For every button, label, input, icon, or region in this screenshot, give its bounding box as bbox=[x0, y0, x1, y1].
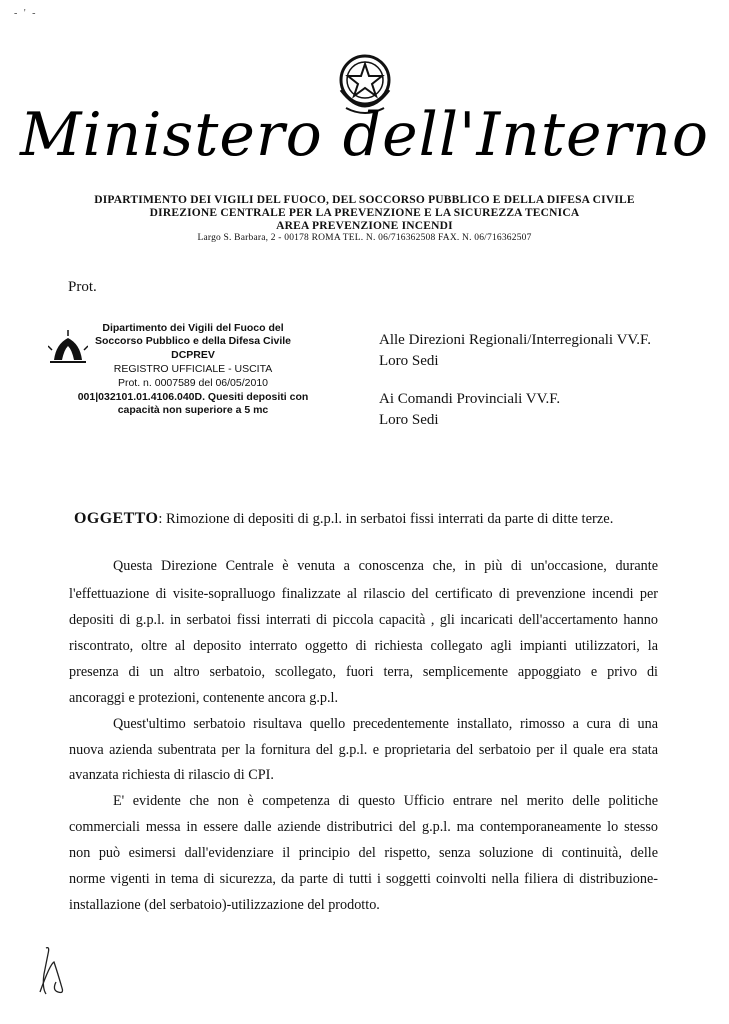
stamp-line: 001|032101.01.4106.040D. Quesiti depositi con bbox=[77, 391, 309, 403]
body-line: l'effettuazione di visite-sopralluogo finalizzate al rilascio del certificato di prevenzione incendi per bbox=[69, 586, 658, 602]
stamp-line: REGISTRO UFFICIALE - USCITA bbox=[113, 363, 273, 375]
corner-mark: - ' - bbox=[14, 8, 38, 19]
body-line: ancoraggi e protezioni, contenente ancora g.p.l. bbox=[69, 690, 339, 706]
ministry-title: Ministero dell'Interno bbox=[20, 100, 709, 170]
subject-label: OGGETTO bbox=[74, 510, 159, 527]
area-line: AREA PREVENZIONE INCENDI bbox=[276, 220, 453, 232]
address-line: Largo S. Barbara, 2 - 00178 ROMA TEL. N. 06/716362508 FAX. N. 06/716362507 bbox=[197, 233, 532, 243]
body-line: Quest'ultimo serbatoio risultava quello precedentemente installato, rimosso a cura di una bbox=[113, 716, 658, 732]
body-line: avanzata richiesta di rilascio di CPI. bbox=[69, 767, 274, 783]
body-line: presenza di un altro serbatoio, scollegato, fuori terra, semplicemente appoggiato e privo di bbox=[69, 664, 658, 680]
body-line: Questa Direzione Centrale è venuta a conoscenza che, in più di un'occasione, durante bbox=[113, 558, 658, 574]
stamp-line: Prot. n. 0007589 del 06/05/2010 bbox=[117, 377, 269, 389]
body-line: commerciali messa in essere dalle aziende distributrici del g.p.l. ma contemporaneamente lo stesso bbox=[69, 819, 658, 835]
body-line: E' evidente che non è competenza di questo Ufficio entrare nel merito delle politiche bbox=[113, 793, 658, 809]
subject-text: : Rimozione di depositi di g.p.l. in serbatoi fissi interrati da parte di ditte terze. bbox=[158, 511, 614, 527]
department-line: DIPARTIMENTO DEI VIGILI DEL FUOCO, DEL SOCCORSO PUBBLICO E DELLA DIFESA CIVILE bbox=[94, 194, 635, 206]
body-line: installazione (del serbatoio)-utilizzazione del prodotto. bbox=[69, 897, 380, 913]
body-line: riscontrato, oltre al deposito interrato oggetto di richiesta collegato agli impianti utilizzatori, la bbox=[69, 638, 658, 654]
directorate-line: DIREZIONE CENTRALE PER LA PREVENZIONE E LA SICUREZZA TECNICA bbox=[149, 207, 580, 219]
recipient-line: Loro Sedi bbox=[379, 353, 439, 369]
stamp-line: DCPREV bbox=[171, 349, 215, 361]
body-line: nuova azienda subentrata per la fornitura del g.p.l. e proprietaria del serbatoio per il quale era stata bbox=[69, 742, 658, 758]
recipient-line: Ai Comandi Provinciali VV.F. bbox=[379, 391, 561, 407]
stamp-line: capacità non superiore a 5 mc bbox=[117, 404, 269, 416]
stamp-line: Soccorso Pubblico e della Difesa Civile bbox=[94, 335, 292, 347]
body-line: norme vigenti in tema di sicurezza, da parte di tutti i soggetti coinvolti nella filiera di distribuzione- bbox=[69, 871, 658, 887]
handwritten-initial-icon bbox=[36, 944, 72, 996]
subject-line bbox=[74, 510, 613, 528]
recipient-line: Alle Direzioni Regionali/Interregionali VV.F. bbox=[379, 332, 651, 348]
prot-label: Prot. bbox=[68, 279, 97, 295]
recipient-line: Loro Sedi bbox=[379, 412, 439, 428]
body-line: non può esimersi dall'evidenziare il principio del rispetto, senza soluzione di continuità, delle bbox=[69, 845, 658, 861]
body-line: depositi di g.p.l. in serbatoi fissi interrati di piccola capacità , gli incaricati dell'accertamento hanno bbox=[69, 612, 658, 628]
stamp-line: Dipartimento dei Vigili del Fuoco del bbox=[102, 322, 284, 334]
